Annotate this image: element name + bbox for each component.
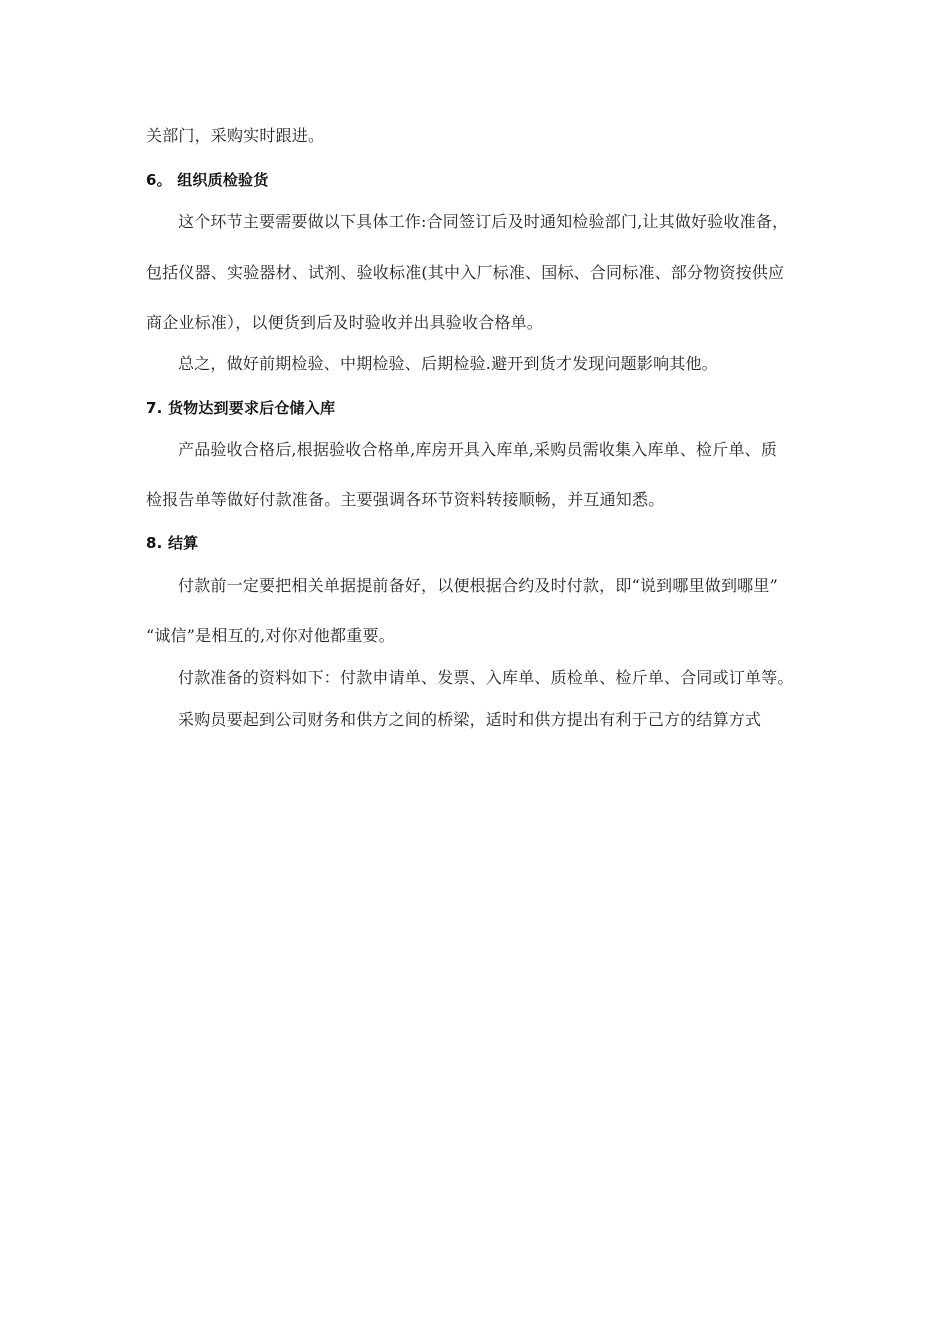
paragraph-line: 检报告单等做好付款准备。主要强调各环节资料转接顺畅，并互通知悉。 <box>146 490 665 509</box>
section-heading-8: 8. 结算 <box>146 534 199 552</box>
paragraph-line: 总之，做好前期检验、中期检验、后期检验.避开到货才发现问题影响其他。 <box>178 354 718 373</box>
paragraph-line: 包括仪器、实验器材、试剂、验收标准(其中入厂标准、国标、合同标准、部分物资按供应 <box>146 263 785 282</box>
section-heading-7: 7. 货物达到要求后仓储入库 <box>146 399 336 417</box>
section-heading-6: 6。 组织质检验货 <box>146 171 269 189</box>
paragraph-line: 付款前一定要把相关单据提前备好，以便根据合约及时付款，即“说到哪里做到哪里” <box>178 576 778 595</box>
paragraph-line: 这个环节主要需要做以下具体工作:合同签订后及时通知检验部门,让其做好验收准备， <box>178 212 789 231</box>
paragraph-line: 商企业标准），以便货到后及时验收并出具验收合格单。 <box>146 313 544 332</box>
paragraph-line: 产品验收合格后,根据验收合格单,库房开具入库单,采购员需收集入库单、检斤单、质 <box>178 440 778 459</box>
paragraph-line: 采购员要起到公司财务和供方之间的桥梁，适时和供方提出有利于己方的结算方式 <box>178 710 762 729</box>
paragraph-line: “诚信”是相互的,对你对他都重要。 <box>146 626 395 645</box>
paragraph-line: 关部门，采购实时跟进。 <box>146 126 325 145</box>
paragraph-line: 付款准备的资料如下：付款申请单、发票、入库单、质检单、检斤单、合同或订单等。 <box>178 668 794 687</box>
